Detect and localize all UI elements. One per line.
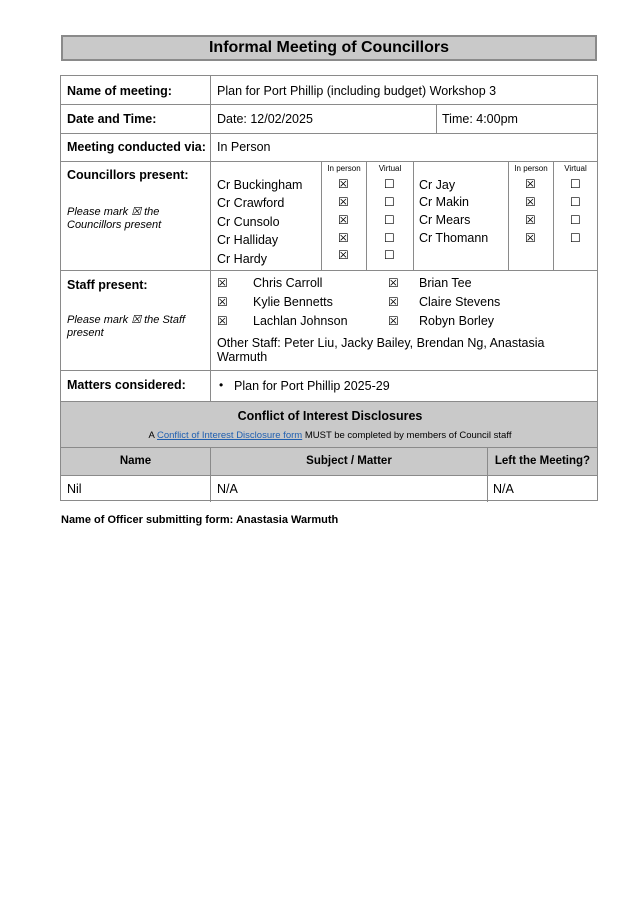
- col-name-header: Name: [119, 455, 152, 467]
- col-left-header: Left the Meeting?: [494, 455, 591, 467]
- staff-checkbox[interactable]: ☒: [217, 276, 228, 290]
- date-time-label: Date and Time:: [67, 112, 157, 126]
- in-person-checkbox[interactable]: ☒: [338, 177, 349, 191]
- councillor-name: Cr Halliday: [217, 233, 279, 247]
- coi-row-name: Nil: [67, 482, 82, 496]
- col-subject-header: Subject / Matter: [306, 455, 392, 467]
- row-divider: [61, 401, 597, 402]
- row-divider: [61, 475, 597, 476]
- staff-note: Please mark ☒ the Staff present: [67, 314, 186, 339]
- councillor-name: Cr Jay: [419, 178, 456, 192]
- in-person-checkbox[interactable]: ☒: [525, 213, 536, 227]
- virtual-checkbox[interactable]: ☐: [570, 213, 581, 227]
- councillor-name: Cr Buckingham: [217, 178, 303, 192]
- staff-checkbox[interactable]: ☒: [217, 314, 228, 328]
- staff-name: Claire Stevens: [419, 295, 501, 309]
- in-person-checkbox[interactable]: ☒: [338, 231, 349, 245]
- virtual-checkbox[interactable]: ☐: [384, 248, 395, 262]
- councillor-name: Cr Makin: [419, 195, 470, 209]
- meeting-form: [60, 75, 598, 501]
- staff-checkbox[interactable]: ☒: [388, 314, 399, 328]
- staff-checkbox[interactable]: ☒: [388, 276, 399, 290]
- virtual-checkbox[interactable]: ☐: [570, 195, 581, 209]
- staff-checkbox[interactable]: ☒: [217, 295, 228, 309]
- date-value: Date: 12/02/2025: [217, 112, 313, 126]
- councillor-name: Cr Hardy: [217, 252, 268, 266]
- coi-row-subject: N/A: [217, 482, 238, 496]
- staff-name: Kylie Bennetts: [253, 295, 333, 309]
- staff-checkbox[interactable]: ☒: [388, 295, 399, 309]
- staff-name: Chris Carroll: [253, 276, 323, 290]
- coi-form-link[interactable]: Conflict of Interest Disclosure form: [157, 430, 303, 441]
- councillor-col-divider: [508, 161, 509, 270]
- submitting-officer: Name of Officer submitting form: Anastasia Warmuth: [61, 514, 339, 526]
- councillor-col-divider: [553, 161, 554, 270]
- in-person-checkbox[interactable]: ☒: [525, 195, 536, 209]
- councillor-name: Cr Crawford: [217, 196, 285, 210]
- virtual-checkbox[interactable]: ☐: [384, 231, 395, 245]
- coi-note: [61, 430, 599, 441]
- matters-label: Matters considered:: [67, 378, 186, 392]
- staff-name: Lachlan Johnson: [253, 314, 348, 328]
- virtual-header: Virtual: [564, 164, 587, 173]
- virtual-checkbox[interactable]: ☐: [570, 177, 581, 191]
- time-value: Time: 4:00pm: [442, 112, 518, 126]
- in-person-header: In person: [327, 164, 361, 173]
- other-staff-line2: Warmuth: [217, 350, 268, 364]
- staff-name: Robyn Borley: [419, 314, 495, 328]
- councillor-col-divider: [366, 161, 367, 270]
- virtual-header: Virtual: [378, 164, 402, 173]
- in-person-checkbox[interactable]: ☒: [525, 177, 536, 191]
- row-divider: [61, 447, 597, 448]
- virtual-checkbox[interactable]: ☐: [570, 231, 581, 245]
- matters-item: Plan for Port Phillip 2025-29: [234, 379, 390, 393]
- in-person-header: In person: [514, 164, 548, 173]
- councillor-col-divider: [321, 161, 322, 270]
- coi-row-left: N/A: [493, 482, 514, 496]
- in-person-checkbox[interactable]: ☒: [338, 195, 349, 209]
- councillor-name: Cr Thomann: [419, 231, 489, 245]
- conducted-via-label: Meeting conducted via:: [67, 140, 206, 154]
- in-person-checkbox[interactable]: ☒: [525, 231, 536, 245]
- row-divider: [61, 370, 597, 371]
- in-person-checkbox[interactable]: ☒: [338, 248, 349, 262]
- councillor-name: Cr Mears: [419, 213, 471, 227]
- staff-name: Brian Tee: [419, 276, 472, 290]
- virtual-checkbox[interactable]: ☐: [384, 177, 395, 191]
- row-divider: [61, 133, 597, 134]
- councillors-note: Please mark ☒ the Councillors present: [67, 206, 162, 231]
- row-divider: [61, 104, 597, 105]
- meeting-name-value: Plan for Port Phillip (including budget) Workshop 3: [217, 84, 497, 98]
- page-title: [61, 35, 597, 61]
- in-person-checkbox[interactable]: ☒: [338, 213, 349, 227]
- coi-title: Conflict of Interest Disclosures: [237, 409, 423, 423]
- virtual-checkbox[interactable]: ☐: [384, 195, 395, 209]
- councillors-label: Councillors present:: [67, 168, 189, 182]
- row-divider: [61, 270, 597, 271]
- label-column-divider: [210, 76, 211, 401]
- coi-note-suffix: MUST be completed by members of Council staff: [302, 430, 512, 441]
- conducted-via-value: In Person: [217, 140, 271, 154]
- other-staff-line1: Other Staff: Peter Liu, Jacky Bailey, Brendan Ng, Anastasia: [217, 336, 545, 350]
- staff-label: Staff present:: [67, 278, 148, 292]
- virtual-checkbox[interactable]: ☐: [384, 213, 395, 227]
- date-time-divider: [436, 104, 437, 133]
- coi-note-prefix: A: [148, 430, 157, 441]
- councillor-col-divider: [413, 161, 414, 270]
- meeting-name-label: Name of meeting:: [67, 84, 172, 98]
- matters-bullet: •: [219, 378, 224, 392]
- councillor-name: Cr Cunsolo: [217, 215, 280, 229]
- page-title-text: Informal Meeting of Councillors: [208, 39, 449, 56]
- row-divider: [61, 161, 597, 162]
